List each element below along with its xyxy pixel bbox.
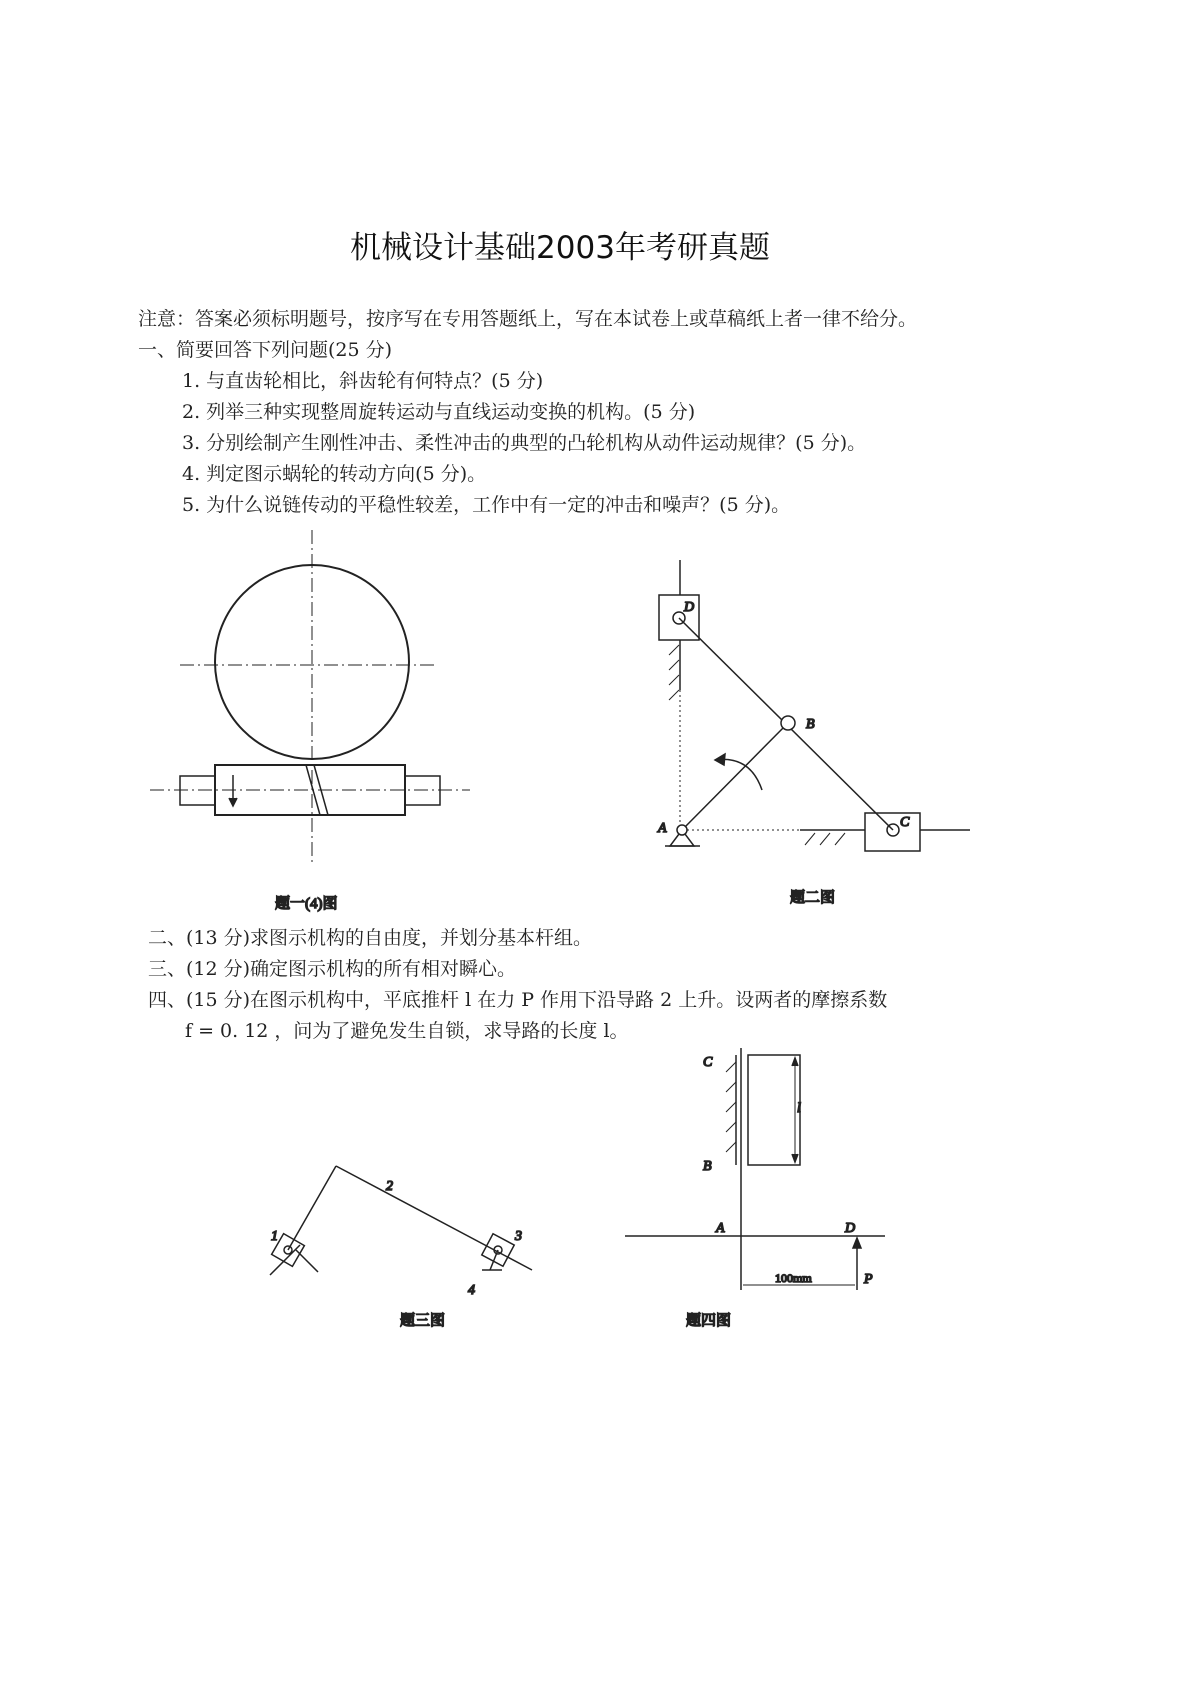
- label-l: l: [797, 1101, 801, 1116]
- linkage-figure: [657, 560, 970, 851]
- mechanism-figure-3: [270, 1166, 532, 1298]
- section3: 三、(12 分)确定图示机构的所有相对瞬心。: [148, 958, 517, 980]
- label-2: 2: [386, 1179, 393, 1194]
- label-a: A: [716, 1221, 725, 1236]
- question-item: 2. 列举三种实现整周旋转运动与直线运动变换的机构。(5 分): [182, 401, 696, 423]
- fig3-caption: 题三图: [400, 1313, 446, 1329]
- question-item: 3. 分别绘制产生刚性冲击、柔性冲击的典型的凸轮机构从动件运动规律？(5 分)。: [182, 432, 867, 454]
- section4-line1: 四、(15 分)在图示机构中，平底推杆 l 在力 P 作用下沿导路 2 上升。设两者的摩擦系数: [148, 989, 888, 1011]
- notice: 注意：答案必须标明题号，按序写在专用答题纸上，写在本试卷上或草稿纸上者一律不给分。: [138, 308, 918, 330]
- label-1: 1: [271, 1229, 278, 1244]
- question-item: 4. 判定图示蜗轮的转动方向(5 分)。: [182, 463, 487, 485]
- fig2-caption: 题二图: [790, 890, 836, 906]
- label-b: B: [806, 717, 815, 732]
- fig4-caption: 题四图: [686, 1313, 732, 1329]
- label-b: B: [703, 1159, 712, 1174]
- label-p: P: [864, 1272, 873, 1287]
- label-3: 3: [515, 1229, 522, 1244]
- section2: 二、(13 分)求图示机构的自由度，并划分基本杆组。: [148, 927, 593, 949]
- label-c: C: [900, 815, 910, 830]
- label-a: A: [658, 821, 667, 836]
- worm-gear-figure: [150, 530, 470, 862]
- fig1-caption: 题一(4)图: [275, 896, 338, 912]
- question-item: 5. 为什么说链传动的平稳性较差，工作中有一定的冲击和噪声？(5 分)。: [182, 494, 791, 516]
- dimension-100mm: 100mm: [775, 1271, 812, 1285]
- label-4: 4: [468, 1283, 475, 1298]
- label-c: C: [703, 1055, 713, 1070]
- page-title: 机械设计基础2003年考研真题: [350, 230, 770, 266]
- section1-heading: 一、简要回答下列问题(25 分): [138, 339, 393, 361]
- question-item: 1. 与直齿轮相比，斜齿轮有何特点？(5 分): [182, 370, 544, 392]
- label-d: D: [845, 1221, 856, 1236]
- label-d: D: [684, 600, 695, 615]
- section4-line2: f = 0. 12 ，问为了避免发生自锁，求导路的长度 l。: [185, 1020, 629, 1042]
- mechanism-figure-4: [625, 1048, 885, 1290]
